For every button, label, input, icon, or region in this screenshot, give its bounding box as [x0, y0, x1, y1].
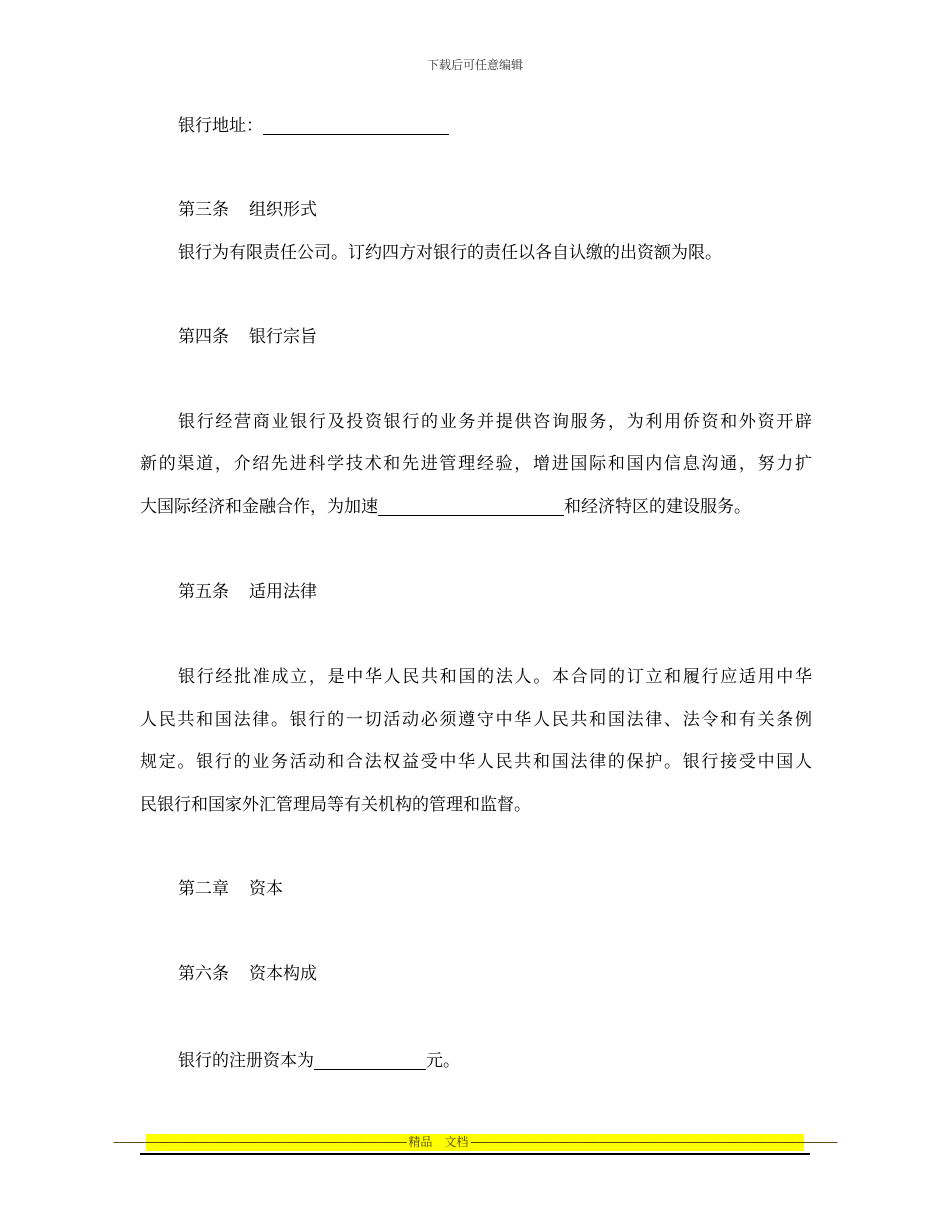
article-3-name: 组织形式 [249, 200, 317, 220]
article-4-blank [378, 495, 564, 516]
article-4-line-2: 新的渠道，介绍先进科学技术和先进管理经验，增进国际和国内信息沟通，努力扩 [140, 454, 812, 474]
article-4-number: 第四条 [178, 327, 229, 347]
article-4-line-3b: 和经济特区的建设服务。 [564, 497, 751, 517]
article-4-heading [178, 320, 812, 354]
article-6-number: 第六条 [178, 964, 229, 984]
article-5-line-1: 银行经批准成立，是中华人民共和国的法人。本合同的订立和履行应适用中华 [178, 667, 812, 687]
article-6-heading [178, 957, 812, 991]
article-6-name: 资本构成 [249, 964, 317, 984]
footer-label: 精品 文档 [408, 1135, 469, 1149]
footer-dashes-right: ------------------------------------------------------------------------------------------------------------------------ [470, 1135, 837, 1149]
footer-dashes-left: ------------------------------------------------------------------------------------------------ [113, 1135, 407, 1149]
article-5-heading [178, 575, 812, 609]
registered-capital-blank [314, 1049, 426, 1070]
bank-address-label: 银行地址： [178, 116, 263, 136]
article-3-body: 银行为有限责任公司。订约四方对银行的责任以各自认缴的出资额为限。 [178, 243, 722, 263]
article-4-name: 银行宗旨 [249, 327, 317, 347]
bank-address-line [178, 109, 812, 143]
article-5-line-4: 民银行和国家外汇管理局等有关机构的管理和监督。 [140, 795, 531, 815]
chapter-2-heading [178, 872, 812, 906]
article-4-line-3 [140, 490, 812, 524]
page-header: 下载后可任意编辑 [426, 58, 523, 72]
footer-rule [140, 1153, 810, 1155]
chapter-2-name: 资本 [249, 879, 283, 899]
article-4-line-3a: 大国际经济和金融合作，为加速 [140, 497, 378, 517]
article-5-line-3: 规定。银行的业务活动和合法权益受中华人民共和国法律的保护。银行接受中国人 [140, 752, 812, 772]
chapter-2-number: 第二章 [178, 879, 229, 899]
article-4-line-1: 银行经营商业银行及投资银行的业务并提供咨询服务，为利用侨资和外资开辟 [178, 412, 812, 432]
article-3-heading [178, 193, 812, 227]
article-6-body-a: 银行的注册资本为 [178, 1051, 314, 1071]
article-3-number: 第三条 [178, 200, 229, 220]
article-6-body [178, 1044, 812, 1078]
article-5-number: 第五条 [178, 582, 229, 602]
footer-highlight-bar [113, 1134, 837, 1151]
article-6-body-b: 元。 [426, 1051, 460, 1071]
article-5-name: 适用法律 [249, 582, 317, 602]
article-5-line-2: 人民共和国法律。银行的一切活动必须遵守中华人民共和国法律、法令和有关条例 [140, 710, 812, 730]
bank-address-blank [263, 114, 449, 135]
